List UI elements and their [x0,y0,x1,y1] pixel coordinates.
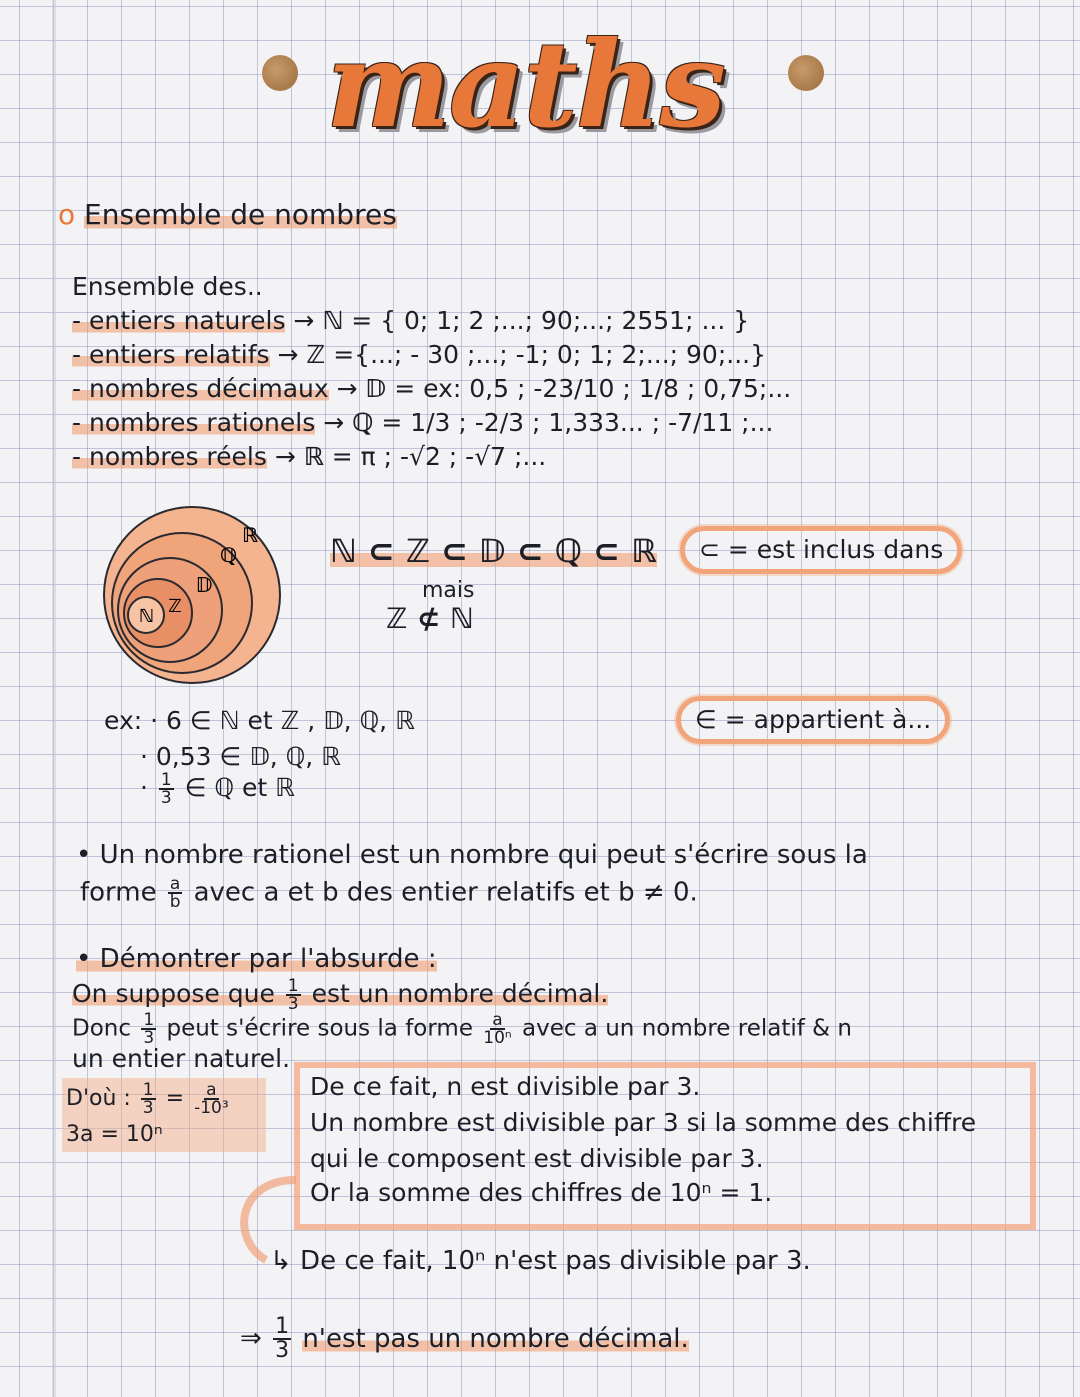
fraction-a-over-minus-10-cubed [194,1082,229,1116]
arrow-icon: → [274,442,296,471]
fraction-a-over-b [168,876,182,910]
dou-equation: D'où : $\frac{1}{3}$ = $\frac{a}{\text{-10³}}$ [66,1080,229,1118]
absurde-line-2 [72,1012,852,1046]
absurde-line-1 [72,978,608,1012]
frac-num: 1 [275,1314,290,1339]
conclusion-text: n'est pas un nombre décimal. [302,1323,689,1354]
frac-num: 1 [287,976,299,996]
fraction-one-third [141,1082,156,1116]
ensemble-item-decimaux [72,374,791,404]
arrow-icon: → [293,306,315,335]
section-heading-text: Ensemble de nombres [84,198,397,231]
fraction-one-third [273,1316,291,1362]
item-label: - nombres réels [72,442,267,471]
example-line-1: ex: · 6 ∈ ℕ et ℤ , 𝔻, ℚ, ℝ [104,706,415,735]
fraction-one-third [159,772,174,806]
notebook-margin [52,0,56,1397]
fraction-a-over-10n [483,1012,511,1046]
item-content: = π ; -√2 ; -√7 ;... [331,442,547,471]
example-line-3-rest: ∈ ℚ et ℝ [184,773,295,802]
label-q: ℚ [220,543,238,567]
binder-hole-left [262,55,298,91]
arrow-icon: → [323,408,345,437]
implies-icon: ⇒ [240,1323,262,1354]
frac-den: 3 [287,994,299,1014]
absurde-donc: Donc [72,1015,132,1042]
frac-den: 3 [142,1098,154,1118]
inclusion-mais: mais [422,578,475,603]
inclusion-chain [330,532,657,570]
section-bullet: o [58,198,76,231]
ensemble-intro: Ensemble des.. [72,272,263,301]
ensemble-item-rationels [72,408,773,438]
absurde-peut-ecrire: peut s'écrire sous la forme [166,1015,473,1042]
dou-label: D'où : [66,1086,131,1111]
frac-den: 3 [160,788,172,808]
not-included: ℤ ⊄ ℕ [386,602,474,635]
item-content: = { 0; 1; 2 ;...; 90;...; 2551; ... } [351,306,750,335]
set-symbol: ℤ [306,340,326,369]
binder-hole-right [788,55,824,91]
rational-definition-line-2 [80,876,698,910]
frac-num: a [492,1010,503,1030]
absurde-line-3: un entier naturel. [72,1044,291,1073]
rational-definition-line-1: • Un nombre rationel est un nombre qui peut s'écrire sous la [76,840,868,870]
inclusion-chain-text: ℕ ⊂ ℤ ⊂ 𝔻 ⊂ ℚ ⊂ ℝ [330,532,657,570]
item-content: = 1/3 ; -2/3 ; 1,333... ; -7/11 ;... [381,408,774,437]
dou-equation-line-2: 3a = 10ⁿ [66,1122,163,1147]
item-content: ={...; - 30 ;...; -1; 0; 1; 2;...; 90;...} [333,340,767,369]
ensemble-item-naturels [72,306,749,336]
proof-box-line-3: qui le composent est divisible par 3. [310,1144,764,1173]
frac-den: 3 [143,1028,155,1048]
frac-num: 1 [142,1080,154,1100]
fraction-one-third [286,978,301,1012]
frac-num: 1 [160,770,172,790]
set-symbol: 𝔻 [365,374,387,403]
absurde-decimal: est un nombre décimal. [311,979,609,1008]
label-n: ℕ [139,606,155,627]
label-z: ℤ [168,596,182,617]
label-d: 𝔻 [196,573,213,597]
cloud-inclus-definition: ⊂ = est inclus dans [680,526,962,574]
section-heading [58,200,397,230]
item-label: - nombres rationels [72,408,316,437]
frac-den: 3 [275,1338,290,1363]
absurde-line-1-highlight [72,976,609,1014]
set-symbol: ℚ [352,408,374,437]
item-content: = ex: 0,5 ; -23/10 ; 1/8 ; 0,75;... [394,374,792,403]
label-r: ℝ [242,523,259,547]
item-label: - nombres décimaux [72,374,329,403]
frac-num: a [206,1080,217,1100]
frac-num: a [169,874,181,894]
frac-den: 10ⁿ [483,1028,512,1048]
absurde-avec: avec a un nombre relatif & n [522,1015,852,1042]
set-symbol: ℕ [322,306,344,335]
set-symbol: ℝ [303,442,324,471]
fraction-one-third [141,1012,156,1046]
frac-den: b [169,892,181,912]
rational-forme: forme [80,877,157,908]
frac-num: 1 [143,1010,155,1030]
consequence-line: ↳ De ce fait, 10ⁿ n'est pas divisible par 3. [270,1246,811,1276]
ensemble-item-reels [72,442,546,472]
proof-box-line-1: De ce fait, n est divisible par 3. [310,1072,701,1101]
rational-condition: avec a et b des entier relatifs et b ≠ 0. [193,877,698,908]
example-line-2: · 0,53 ∈ 𝔻, ℚ, ℝ [140,742,341,771]
cloud-appartient-definition: ∈ = appartient à... [676,696,950,744]
page-title: maths [325,15,725,154]
conclusion-line [240,1316,689,1362]
frac-den: -10³ [194,1098,229,1118]
item-label: - entiers relatifs [72,340,270,369]
absurde-heading-text: • Démontrer par l'absurde : [76,944,437,974]
ensemble-item-relatifs [72,340,766,370]
sets-venn-diagram [100,500,290,690]
arrow-icon: → [277,340,299,369]
example-line-3: · $\frac{1}{3}$ ∈ ℚ et ℝ [140,770,295,808]
proof-box-line-4: Or la somme des chiffres de 10ⁿ = 1. [310,1178,773,1207]
arrow-icon: → [336,374,358,403]
absurde-heading [76,944,437,974]
proof-box-line-2: Un nombre est divisible par 3 si la somme des chiffre [310,1108,977,1137]
absurde-suppose: On suppose que [72,979,275,1008]
item-label: - entiers naturels [72,306,286,335]
